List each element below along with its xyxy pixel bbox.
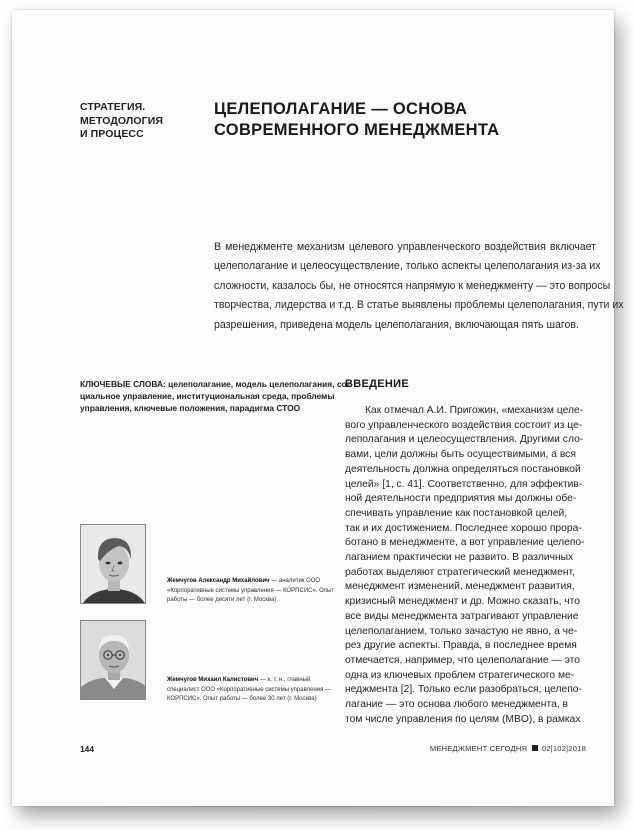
body-line: лагание — это основа любого менеджмента, в <box>345 699 568 711</box>
square-bullet-icon <box>532 745 538 751</box>
keywords-line: управления, ключевые положения, парадигма СТОО <box>80 403 301 414</box>
title-line: ЦЕЛЕПОЛАГАНИЕ — ОСНОВА <box>214 100 468 118</box>
journal-footer <box>430 744 586 753</box>
journal-issue: 02|102|2018 <box>541 744 586 753</box>
bio-first-line <box>167 577 337 587</box>
author-bio-2 <box>167 676 337 705</box>
section-line: МЕТОДОЛОГИЯ <box>80 114 163 127</box>
body-line: том числе управления по целям (MBO), в рамках <box>345 713 581 725</box>
bio-text: «Корпоративные системы управления — КОРПСИС». Опыт <box>167 587 335 594</box>
body-line: спечивать управление как постановкой целей, <box>345 507 568 519</box>
author-bio-1 <box>167 577 337 606</box>
abstract <box>214 238 624 335</box>
section-label <box>80 101 190 142</box>
abstract-line: творчества, лидерства и т.д. В статье выявлены проблемы целеполагания, пути их <box>214 299 624 312</box>
body-line: ной деятельности предприятия мы должны обе- <box>345 493 577 505</box>
keywords <box>80 378 350 415</box>
body-line: так и их достижением. Последнее хорошо прора- <box>345 522 582 534</box>
abstract-line: разрешения, приведена модель целеполагания, включающая пять шагов. <box>214 318 580 331</box>
body-line: Как отмечал А.И. Пригожин, «механизм целе- <box>365 405 584 416</box>
keywords-line: КЛЮЧЕВЫЕ СЛОВА: целеполагание, модель целеполагания, со- <box>80 379 350 389</box>
body-line: кризисный менеджмент и др. Можно сказать, что <box>345 596 581 608</box>
intro-body <box>345 404 597 727</box>
body-line: вами, цели должны быть осуществимыми, а вся <box>345 449 576 461</box>
body-line: лаганием практически не развито. В различных <box>345 552 574 564</box>
bio-text: работы — более десяти лет (г. Москва) <box>167 597 277 604</box>
journal-name: МЕНЕДЖМЕНТ СЕГОДНЯ <box>429 744 528 753</box>
body-line: вого управленческого воздействия состоит из це- <box>345 419 583 431</box>
body-line: неджмента [2]. Только если разобраться, целепо- <box>345 684 582 696</box>
article-title <box>214 99 544 141</box>
author-name: Жемчугов Михаил Калистович <box>167 677 259 683</box>
body-line: ботано в менеджменте, а вот управление целепо- <box>345 537 585 549</box>
title-line: СОВРЕМЕННОГО МЕНЕДЖМЕНТА <box>214 121 500 139</box>
bio-first-line <box>167 676 337 686</box>
bio-text: КОРПСИС». Опыт работы — более 30 лет (г. Москва) <box>167 696 317 703</box>
body-line: отмечается, например, что целеполагание — это <box>345 654 580 666</box>
page-number: 144 <box>80 744 94 754</box>
body-line: целей» [1, с. 41]. Соответственно, для эффектив- <box>345 478 583 490</box>
body-line: целеполаганием, только зачастую не явно, а че- <box>345 625 578 637</box>
body-line: одна из ключевых проблем стратегического ме- <box>345 669 575 681</box>
body-line: работах выделяют стратегический менеджмент, <box>345 566 575 578</box>
author-name: Жемчугов Александр Михайлович <box>167 578 270 584</box>
keywords-line: циальное управление, институциональная среда, проблемы <box>80 391 335 402</box>
bio-text: специалист ООО «Корпоративные системы управления — <box>167 686 332 693</box>
abstract-line: В менеджменте механизм целевого управленческого воздействия включает <box>214 241 596 253</box>
body-line: леполагания и целеосуществления. Другими сло- <box>345 434 584 446</box>
author-photo-1 <box>80 524 146 604</box>
section-line: И ПРОЦЕСС <box>80 128 144 140</box>
portrait-young-man <box>81 525 146 604</box>
abstract-line: целеполагание и целеосуществление, только аспекты целеполагания из-за их <box>214 260 601 273</box>
portrait-older-man <box>81 621 146 700</box>
body-line: менеджмент изменений, менеджмент развития, <box>345 581 575 593</box>
body-line: деятельность должна определяться постановкой <box>345 463 581 475</box>
bio-text: — к. т. н., главный <box>259 677 311 683</box>
body-line: все виды менеджмента затрагивают управление <box>345 610 579 622</box>
section-line: СТРАТЕГИЯ. <box>80 101 146 113</box>
intro-heading: ВВЕДЕНИЕ <box>345 378 409 390</box>
author-photo-2 <box>80 620 146 700</box>
body-line: рез другие аспекты. Правда, в последнее время <box>345 640 577 652</box>
bio-text: — аналитик ООО <box>271 578 321 584</box>
abstract-line: сложности, казалось бы, не относятся напрямую к менеджменту — это вопросы <box>214 279 611 292</box>
